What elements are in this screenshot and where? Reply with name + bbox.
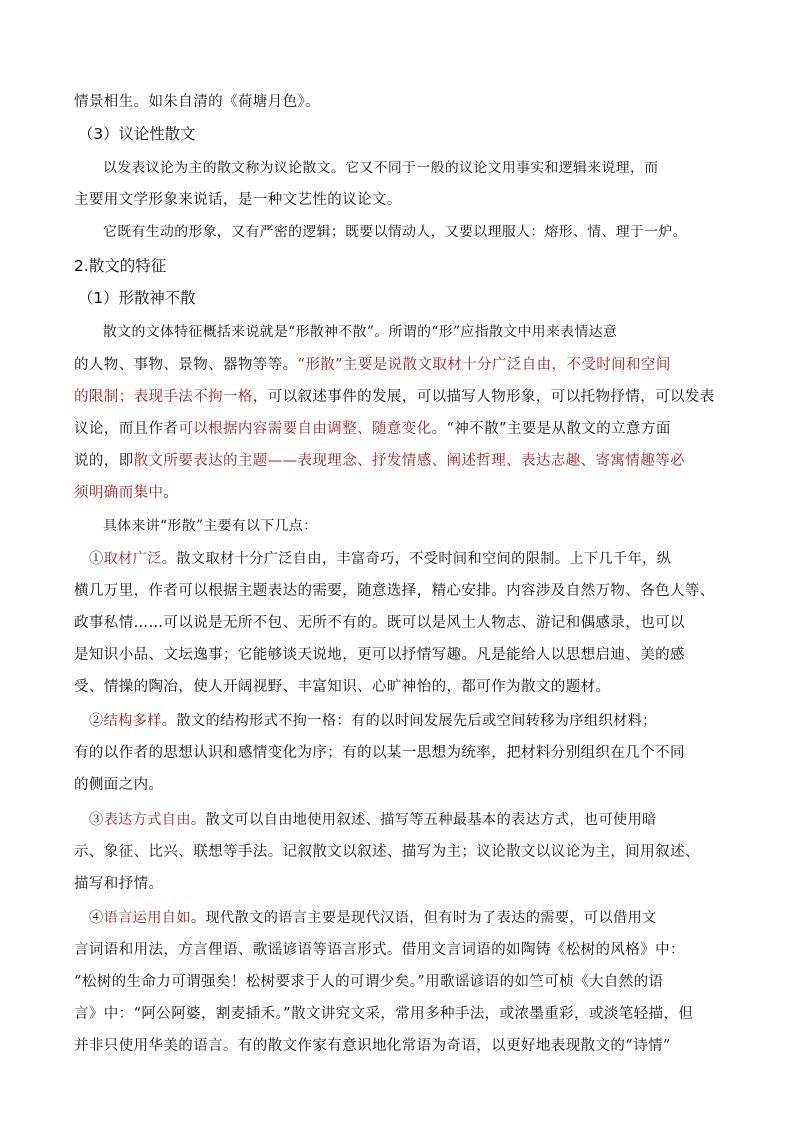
text-line: “松树的生命力可谓强矣！松树要求于人的可谓少矣。”用歌谣谚语的如竺可桢《大自然的语 (74, 974, 664, 990)
highlight-text: 结构多样 (103, 713, 162, 729)
text-line: 的限制；表现手法不拘一格，可以叙述事件的发展，可以描写人物形象，可以托物抒情，可以发表 (74, 389, 715, 405)
text-line: 政事私情……可以说是无所不包、无所不有的。既可以是风土人物志、游记和偶感录，也可以 (74, 615, 685, 631)
text-line: 言词语和用法，方言俚语、歌谣谚语等语言形式。借用文言词语的如陶铸《松树的风格》中： (74, 942, 685, 958)
highlight-text: 语言运用自如 (103, 910, 191, 926)
highlight-text: 可以根据内容需要自由调整、随意变化 (178, 421, 432, 437)
text-line: 它既有生动的形象，又有严密的逻辑；既要以情动人，又要以理服人：熔形、情、理于一炉。 (103, 224, 687, 240)
text-line: 横几万里，作者可以根据主题表达的需要，随意选择，精心安排。内容涉及自然万物、各色人等、 (74, 583, 715, 599)
text-line: 情景相生。如朱自清的《荷塘月色》。 (74, 94, 321, 110)
text-line: ①取材广泛。散文取材十分广泛自由，丰富奇巧，不受时间和空间的限制。上下几千年，纵 (89, 551, 672, 567)
text-line: 说的，即散文所要表达的主题——表现理念、抒发情感、阐述哲理、表达志趣、寄寓情趣等必 (74, 453, 685, 469)
text-line: 的侧面之内。 (74, 777, 164, 793)
highlight-text: 须明确而集中 (74, 485, 164, 501)
highlight-text: 取材广泛 (103, 551, 162, 567)
highlight-text: 散文所要表达的主题——表现理念、抒发情感、阐述哲理、表达志趣、寄寓情趣等必 (133, 453, 685, 469)
text-line: 示、象征、比兴、联想等手法。记叙散文以叙述、描写为主；议论散文以议论为主，间用叙述、 (74, 844, 700, 860)
text-line: ③表达方式自由。散文可以自由地使用叙述、描写等五种最基本的表达方式，也可使用暗 (89, 812, 657, 828)
section-heading-argumentative-essay: （3）议论性散文 (78, 125, 196, 143)
text-line: 受、情操的陶冶，使人开阔视野、丰富知识、心旷神怡的，都可作为散文的题材。 (74, 679, 611, 695)
highlight-text: 的限制；表现手法不拘一格 (74, 389, 253, 405)
text-line: 散文的文体特征概括来说就是“形散神不散”。所谓的“形”应指散文中用来表情达意 (103, 324, 618, 340)
text-line: 须明确而集中。 (74, 485, 179, 501)
text-line: 主要用文学形象来说话，是一种文艺性的议论文。 (74, 192, 402, 208)
text-line: 是知识小品、文坛逸事；它能够谈天说地，更可以抒情写趣。凡是能给人以思想启迪、美的感 (74, 647, 685, 663)
highlight-text: “形散”主要是说散文取材十分广泛自由，不受时间和空间 (297, 357, 671, 373)
text-line: 并非只使用华美的语言。有的散文作家有意识地化常语为奇语，以更好地表现散文的“诗情” (74, 1038, 671, 1054)
section-heading-essay-features: 2.散文的特征 (74, 257, 167, 275)
text-line: 描写和抒情。 (74, 876, 164, 892)
text-line: 的人物、事物、景物、器物等等。“形散”主要是说散文取材十分广泛自由，不受时间和空间 (74, 357, 671, 373)
text-line: 言》中：“阿公阿婆，割麦插禾。”散文讲究文采，常用多种手法，或浓墨重彩，或淡笔轻描，但 (74, 1006, 694, 1022)
highlight-text: 表达方式自由 (103, 812, 191, 828)
text-line: 有的以作者的思想认识和感情变化为序；有的以某一思想为统率，把材料分别组织在几个不同 (74, 745, 685, 761)
text-line: 议论，而且作者可以根据内容需要自由调整、随意变化。“神不散”主要是从散文的立意方面 (74, 421, 671, 437)
text-line: 以发表议论为主的散文称为议论散文。它又不同于一般的议论文用事实和逻辑来说理，而 (103, 160, 659, 176)
text-line: ④语言运用自如。现代散文的语言主要是现代汉语，但有时为了表达的需要，可以借用文 (89, 910, 657, 926)
text-line: 具体来讲“形散”主要有以下几点： (103, 518, 318, 534)
text-line: ②结构多样。散文的结构形式不拘一格：有的以时间发展先后或空间转移为序组织材料； (89, 713, 657, 729)
subsection-heading-form-scattered: （1）形散神不散 (78, 289, 196, 307)
